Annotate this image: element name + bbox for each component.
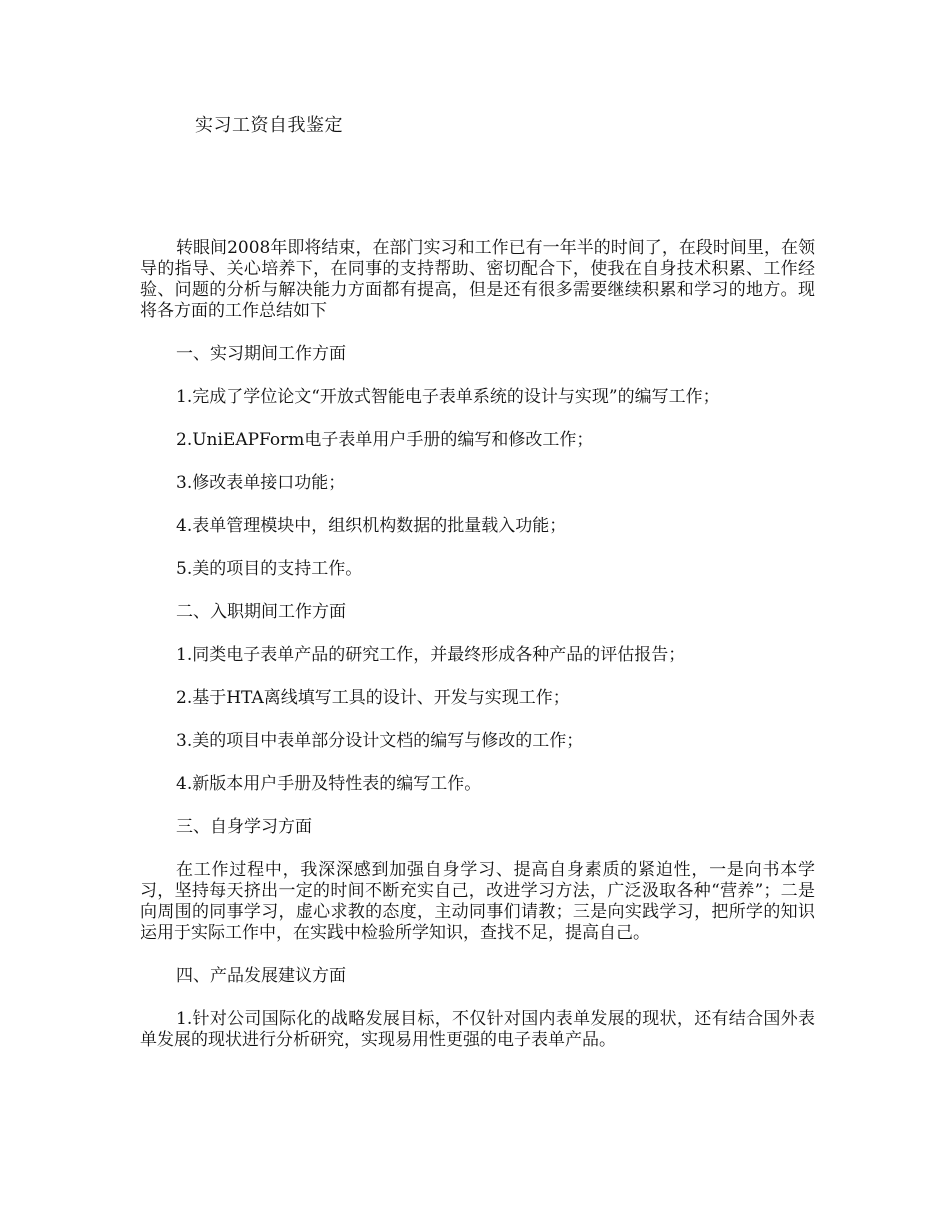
list-item: 4.新版本用户手册及特性表的编写工作。: [176, 774, 482, 794]
list-item: 3.修改表单接口功能；: [176, 473, 346, 493]
list-item: 2.UniEAPForm电子表单用户手册的编写和修改工作；: [176, 430, 594, 450]
product-suggestion-paragraph: 1.针对公司国际化的战略发展目标，不仅针对国内表单发展的现状，还有结合国外表单发展的现状进行分析研究，实现易用性更强的电子表单产品。: [140, 1009, 815, 1050]
section-heading-employment: 二、入职期间工作方面: [176, 602, 346, 622]
list-item: 5.美的项目的支持工作。: [176, 559, 363, 579]
list-item: 4.表单管理模块中，组织机构数据的批量载入功能；: [176, 516, 567, 536]
section-heading-internship: 一、实习期间工作方面: [176, 344, 346, 364]
self-learning-paragraph: 在工作过程中，我深深感到加强自身学习、提高自身素质的紧迫性，一是向书本学习，坚持每天挤出一定的时间不断充实自己，改进学习方法，广泛汲取各种“营养”；二是向周围的同事学习，虚心求教的态度，主动同事们请教；三是向实践学习，把所学的知识运用于实际工作中，在实践中检验所学知识，查找不足，提高自己。: [140, 860, 815, 943]
section-heading-self-learning: 三、自身学习方面: [176, 817, 312, 837]
document-body: [140, 238, 815, 1073]
intro-paragraph: 转眼间2008年即将结束，在部门实习和工作已有一年半的时间了，在段时间里，在领导的指导、关心培养下，在同事的支持帮助、密切配合下，使我在自身技术积累、工作经验、问题的分析与解决能力方面都有提高，但是还有很多需要继续积累和学习的地方。现将各方面的工作总结如下: [140, 238, 815, 321]
list-item: 3.美的项目中表单部分设计文档的编写与修改的工作；: [176, 731, 584, 751]
list-item: 1.同类电子表单产品的研究工作，并最终形成各种产品的评估报告；: [176, 645, 686, 665]
list-item: 2.基于HTA离线填写工具的设计、开发与实现工作；: [176, 688, 570, 708]
document-title: 实习工资自我鉴定: [195, 115, 343, 136]
section-heading-product-suggestions: 四、产品发展建议方面: [176, 966, 346, 986]
list-item: 1.完成了学位论文“开放式智能电子表单系统的设计与实现”的编写工作；: [176, 387, 720, 407]
